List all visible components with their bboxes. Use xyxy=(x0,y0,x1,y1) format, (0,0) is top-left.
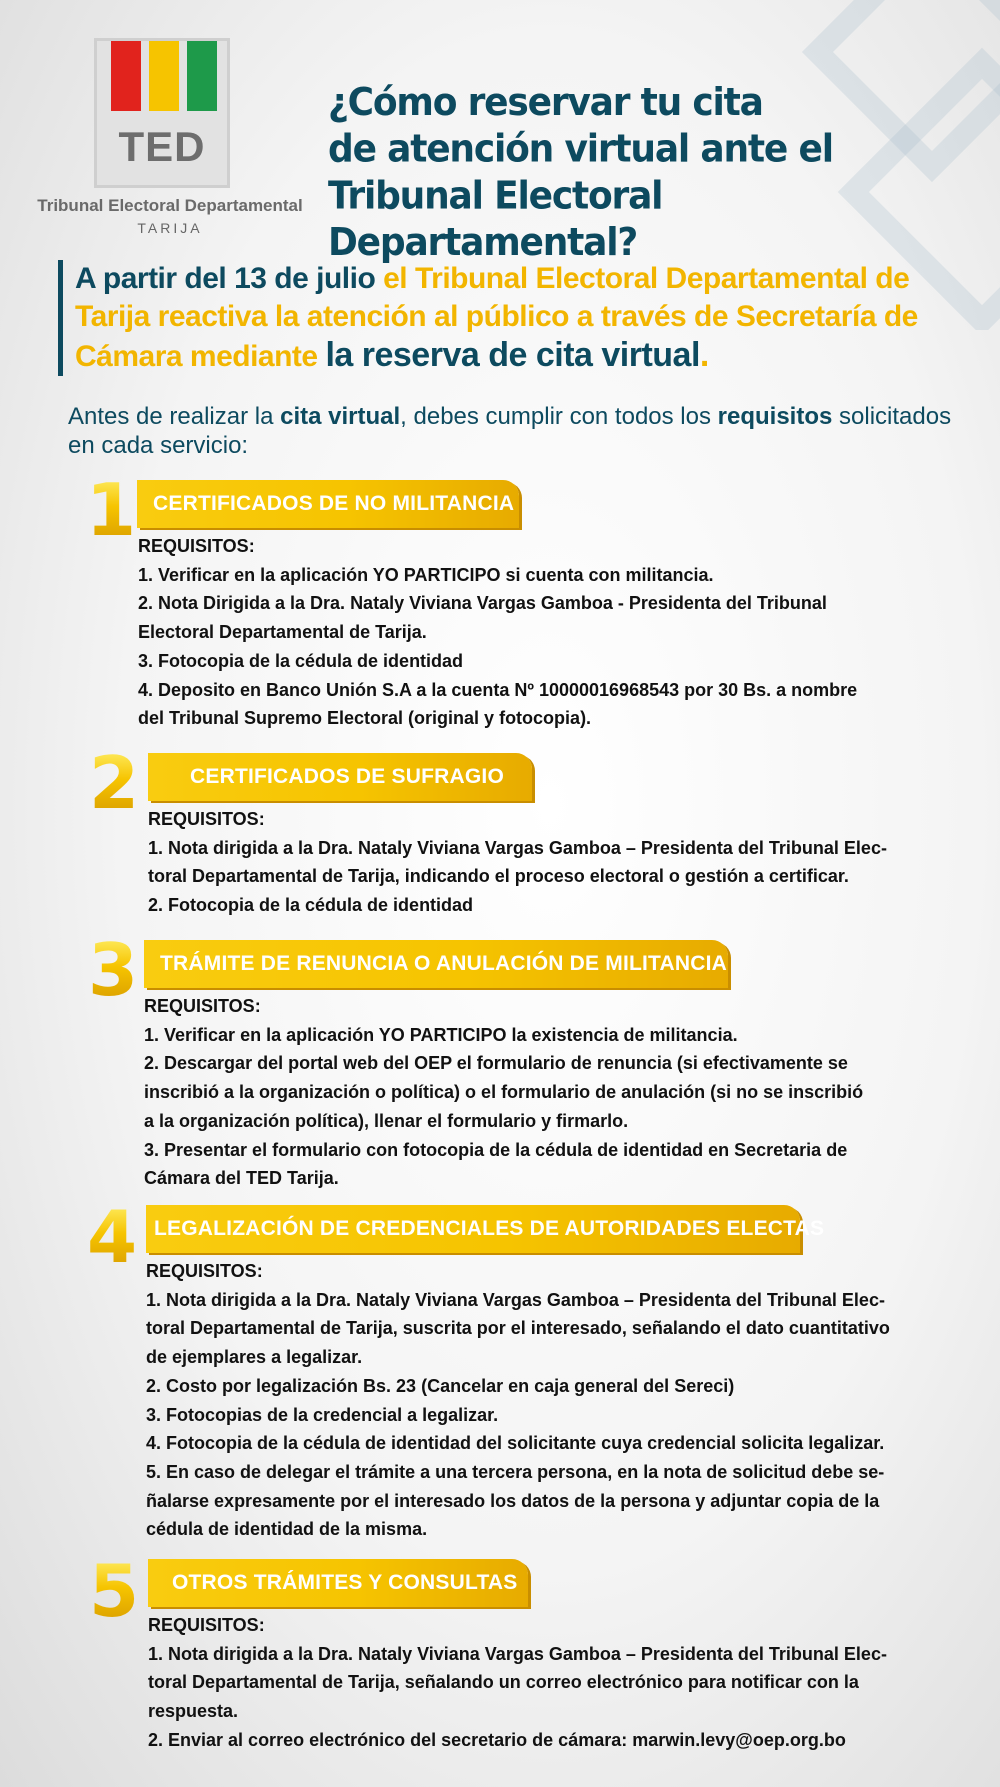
requirement-line: 4. Deposito en Banco Unión S.A a la cuenta Nº 10000016968543 por 30 Bs. a nombre xyxy=(138,679,858,700)
intro-period: . xyxy=(699,336,709,374)
title-line-1: ¿Cómo reservar tu cita xyxy=(328,81,763,125)
requirement-line: 3. Fotocopias de la credencial a legalizar. xyxy=(146,1404,499,1425)
section-heading: CERTIFICADOS DE SUFRAGIO xyxy=(190,765,504,788)
requirement-line: 2. Enviar al correo electrónico del secretario de cámara: marwin.levy@oep.org.bo xyxy=(148,1729,846,1750)
logo-institution-name: Tribunal Electoral Departamental xyxy=(37,196,303,215)
pre-text-requisitos: requisitos xyxy=(717,403,833,430)
requirements-list xyxy=(146,1257,966,1544)
requirements-label: REQUISITOS: xyxy=(138,536,255,556)
section-heading: OTROS TRÁMITES Y CONSULTAS xyxy=(172,1571,518,1594)
section-heading: LEGALIZACIÓN DE CREDENCIALES DE AUTORIDADES ELECTAS xyxy=(154,1217,825,1240)
title-line-2: de atención virtual ante el xyxy=(328,127,833,172)
logo-red-stripe xyxy=(111,41,141,111)
requirement-line: a la organización política), llenar el formulario y firmarlo. xyxy=(144,1110,629,1131)
intro-announcement: el Tribunal Electoral Departamental de Tarija reactiva la atención al público a través de Secretaría de Cámara mediante xyxy=(75,262,918,373)
requirements-label: REQUISITOS: xyxy=(148,809,265,829)
section-heading: TRÁMITE DE RENUNCIA O ANULACIÓN DE MILITANCIA xyxy=(160,952,728,975)
requirement-line: 4. Fotocopia de la cédula de identidad del solicitante cuya credencial solicita legalizar. xyxy=(146,1433,885,1454)
ted-logo xyxy=(30,38,310,236)
requirement-line: del Tribunal Supremo Electoral (original y fotocopia). xyxy=(138,708,592,729)
intro-date: A partir del 13 de julio xyxy=(75,262,384,295)
requirement-line: de ejemplares a legalizar. xyxy=(146,1347,363,1368)
prerequisites-note xyxy=(68,402,968,460)
section-number: 2 xyxy=(89,741,140,825)
section-number: 5 xyxy=(89,1549,140,1633)
title-line-3: Tribunal Electoral Departamental? xyxy=(328,174,663,265)
requirement-line: 3. Presentar el formulario con fotocopia de la cédula de identidad en Secretaria de xyxy=(144,1139,848,1160)
pre-text-cita: cita virtual xyxy=(280,403,401,430)
logo-abbr: TED xyxy=(118,123,206,170)
requirement-line: 5. En caso de delegar el trámite a una tercera persona, en la nota de solicitud debe se- xyxy=(146,1461,885,1482)
section-heading-banner xyxy=(137,480,519,528)
requirements-label: REQUISITOS: xyxy=(146,1261,263,1281)
pre-text-2: , debes cumplir con todos los xyxy=(400,403,718,430)
requirement-line: inscribió a la organización o política) o el formulario de anulación (si no se inscribió xyxy=(144,1082,864,1103)
requirement-line: 3. Fotocopia de la cédula de identidad xyxy=(138,650,464,671)
requirement-line: ñalarse expresamente por el interesado los datos de la persona y adjuntar copia de la xyxy=(146,1490,880,1511)
requirement-line: 2. Descargar del portal web del OEP el formulario de renuncia (si efectivamente se xyxy=(144,1053,848,1074)
requirement-line: 1. Nota dirigida a la Dra. Nataly Viviana Vargas Gamboa – Presidenta del Tribunal Elec- xyxy=(146,1289,885,1310)
pre-text-3: solicitados en cada servicio: xyxy=(68,403,952,459)
section-number: 3 xyxy=(88,928,139,1012)
requirement-line: cédula de identidad de la misma. xyxy=(146,1519,428,1540)
requirement-line: 2. Fotocopia de la cédula de identidad xyxy=(148,895,474,916)
intro-paragraph xyxy=(58,260,975,376)
requirement-line: 1. Nota dirigida a la Dra. Nataly Viviana Vargas Gamboa – Presidenta del Tribunal Elec- xyxy=(148,837,887,858)
requirement-line: toral Departamental de Tarija, indicando el proceso electoral o gestión a certificar. xyxy=(148,866,849,887)
requirement-line: Electoral Departamental de Tarija. xyxy=(138,622,427,643)
logo-yellow-stripe xyxy=(149,41,179,111)
logo-city: TARIJA xyxy=(137,220,203,236)
requirements-label: REQUISITOS: xyxy=(148,1615,265,1635)
requirements-list xyxy=(148,1611,968,1755)
requirement-line: toral Departamental de Tarija, señalando un correo electrónico para notificar con la xyxy=(148,1672,859,1693)
requirement-line: respuesta. xyxy=(148,1701,239,1722)
page-title xyxy=(328,80,968,267)
requirement-line: 2. Costo por legalización Bs. 23 (Cancelar en caja general del Sereci) xyxy=(146,1375,735,1396)
requirement-line: 1. Nota dirigida a la Dra. Nataly Viviana Vargas Gamboa – Presidenta del Tribunal Elec- xyxy=(148,1643,887,1664)
intro-highlight: la reserva de cita virtual xyxy=(325,336,700,374)
requirements-list xyxy=(148,805,968,920)
requirement-line: Cámara del TED Tarija. xyxy=(144,1168,339,1189)
section-number: 1 xyxy=(86,468,137,552)
requirement-line: 1. Verificar en la aplicación YO PARTICIPO la existencia de militancia. xyxy=(144,1024,738,1045)
requirements-list xyxy=(144,992,964,1193)
logo-emblem xyxy=(94,38,230,188)
requirements-label: REQUISITOS: xyxy=(144,996,261,1016)
requirement-line: 2. Nota Dirigida a la Dra. Nataly Viviana Vargas Gamboa - Presidenta del Tribunal xyxy=(138,593,827,614)
requirements-list xyxy=(138,532,958,733)
section-heading-banner xyxy=(148,753,532,801)
requirement-line: toral Departamental de Tarija, suscrita por el interesado, señalando el dato cuantitativo xyxy=(146,1318,890,1339)
section-heading: CERTIFICADOS DE NO MILITANCIA xyxy=(153,492,515,515)
section-heading-banner xyxy=(148,1559,528,1607)
logo-green-stripe xyxy=(187,41,217,111)
section-heading-banner xyxy=(144,940,728,988)
pre-text-1: Antes de realizar la xyxy=(68,403,281,430)
requirement-line: 1. Verificar en la aplicación YO PARTICIPO si cuenta con militancia. xyxy=(138,564,714,585)
section-heading-banner xyxy=(146,1205,825,1253)
section-number: 4 xyxy=(87,1195,138,1279)
